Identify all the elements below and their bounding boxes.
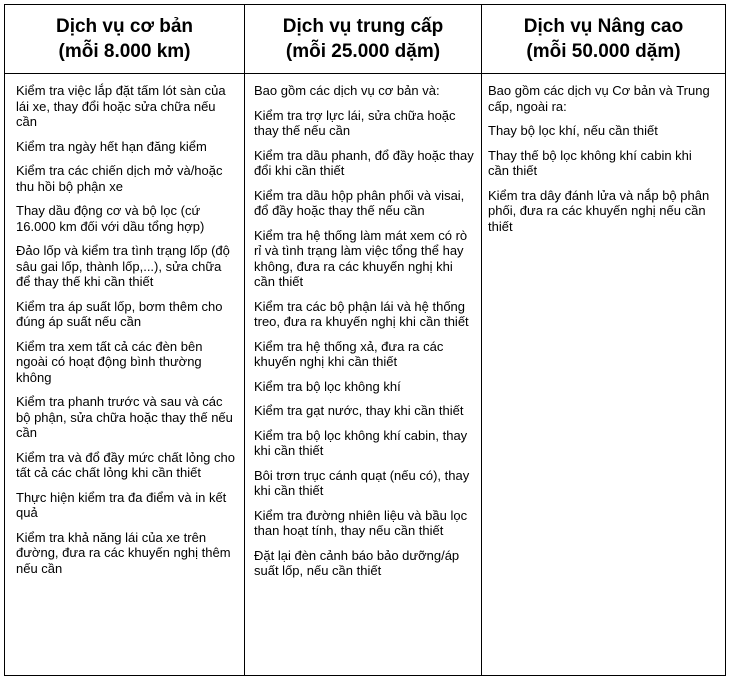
list-item: Kiểm tra bộ lọc không khí cabin, thay khi cần thiết <box>254 427 468 458</box>
column-title: Dịch vụ Nâng cao <box>523 16 684 37</box>
table-body-row <box>5 74 725 675</box>
column-title: Dịch vụ trung cấp <box>282 16 444 37</box>
list-item: Kiểm tra các bộ phận lái và hệ thống treo, đưa ra khuyến nghị khi cần thiết <box>254 298 469 329</box>
list-item: Bôi trơn trục cánh quạt (nếu có), thay khi cần thiết <box>254 467 470 498</box>
column-subtitle: (mỗi 50.000 dặm) <box>526 41 681 62</box>
list-item: Bao gồm các dịch vụ Cơ bản và Trung cấp, ngoài ra: <box>488 83 710 114</box>
service-comparison-table <box>4 4 726 676</box>
column-subtitle: (mỗi 8.000 km) <box>58 41 191 62</box>
list-item: Thay thế bộ lọc không khí cabin khi cần thiết <box>488 147 692 178</box>
list-item: Kiểm tra và đổ đầy mức chất lỏng cho tất cả các chất lỏng khi cần thiết <box>16 449 235 480</box>
advanced-service-list <box>482 74 725 675</box>
list-item: Đảo lốp và kiểm tra tình trạng lốp (độ sâu gai lốp, thành lốp,...), sửa chữa để thay thế khi cần thiết <box>16 243 230 289</box>
column-subtitle: (mỗi 25.000 dặm) <box>285 41 441 62</box>
column-title: Dịch vụ cơ bản <box>55 16 194 37</box>
list-item: Thay dầu động cơ và bộ lọc (cứ 16.000 km đối với dầu tổng hợp) <box>16 203 205 234</box>
list-item: Bao gồm các dịch vụ cơ bản và: <box>254 83 440 98</box>
list-item: Kiểm tra khả năng lái của xe trên đường, đưa ra các khuyến nghị thêm nếu cần <box>16 529 231 576</box>
list-item: Thay bộ lọc khí, nếu cần thiết <box>488 123 658 138</box>
list-item: Kiểm tra phanh trước và sau và các bộ phận, sửa chữa hoặc thay thế nếu cần <box>16 394 233 440</box>
header-advanced-service <box>482 5 725 73</box>
list-item: Kiểm tra dầu hộp phân phối và visai, đổ đầy hoặc thay thế nếu cần <box>254 187 465 218</box>
header-basic-service <box>5 5 245 73</box>
list-item: Kiểm tra hệ thống làm mát xem có rò rỉ và tình trạng làm việc tổng thể hay không, đưa ra các khuyến nghị khi cần thiết <box>254 227 468 289</box>
list-item: Kiểm tra ngày hết hạn đăng kiểm <box>16 138 207 154</box>
list-item: Kiểm tra bộ lọc không khí <box>254 378 401 394</box>
list-item: Kiểm tra các chiến dịch mở và/hoặc thu hồi bộ phận xe <box>16 163 223 194</box>
intermediate-service-list <box>245 74 482 675</box>
list-item: Thực hiện kiểm tra đa điểm và in kết quả <box>16 489 227 520</box>
list-item: Kiểm tra dây đánh lửa và nắp bộ phân phối, đưa ra các khuyến nghị nếu cần thiết <box>488 187 710 234</box>
list-item: Kiểm tra đường nhiên liệu và bầu lọc than hoạt tính, thay nếu cần thiết <box>254 507 468 538</box>
list-item: Kiểm tra gạt nước, thay khi cần thiết <box>254 403 464 418</box>
list-item: Kiểm tra việc lắp đặt tấm lót sàn của lái xe, thay đổi hoặc sửa chữa nếu cần <box>16 83 226 129</box>
list-item: Kiểm tra hệ thống xả, đưa ra các khuyến nghị khi cần thiết <box>254 338 444 369</box>
list-item: Đặt lại đèn cảnh báo bảo dưỡng/áp suất lốp, nếu cần thiết <box>254 547 460 578</box>
table-header-row <box>5 5 725 74</box>
list-item: Kiểm tra trợ lực lái, sửa chữa hoặc thay thế nếu cần <box>254 107 456 138</box>
header-intermediate-service <box>245 5 482 73</box>
list-item: Kiểm tra dầu phanh, đổ đầy hoặc thay đổi khi cần thiết <box>254 147 474 178</box>
basic-service-list <box>5 74 245 675</box>
list-item: Kiểm tra áp suất lốp, bơm thêm cho đúng áp suất nếu cần <box>16 298 223 329</box>
list-item: Kiểm tra xem tất cả các đèn bên ngoài có hoạt động bình thường không <box>16 338 203 385</box>
